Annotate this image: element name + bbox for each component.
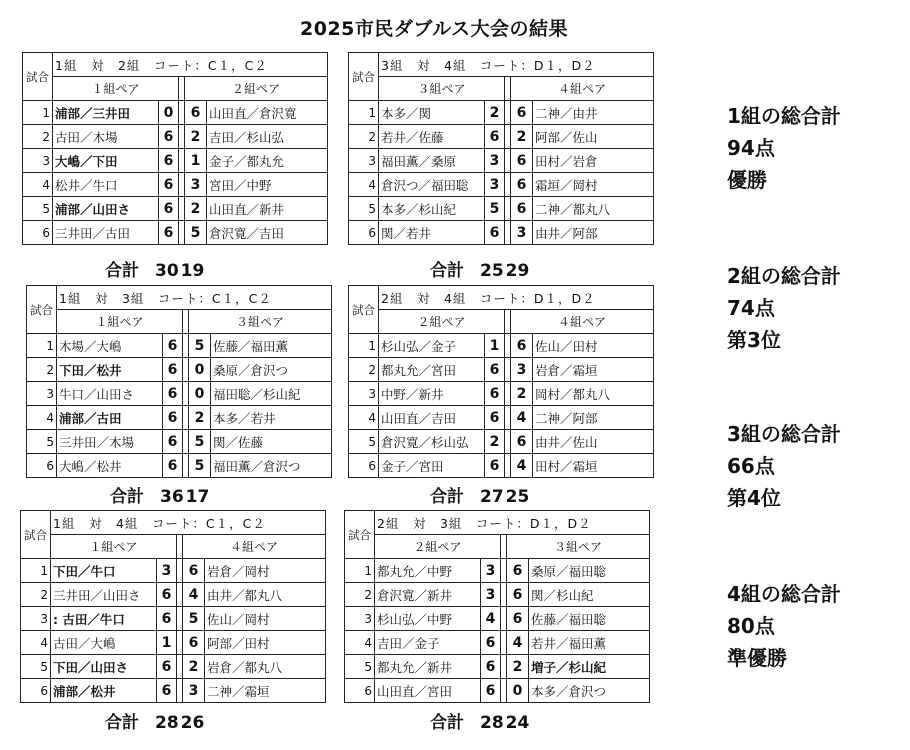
row-number: 5 bbox=[21, 655, 51, 679]
right-score: 3 bbox=[511, 358, 533, 382]
right-score: 0 bbox=[189, 358, 211, 382]
left-score: 6 bbox=[485, 406, 505, 430]
left-score: 6 bbox=[163, 382, 183, 406]
right-score: 6 bbox=[183, 631, 205, 655]
right-pair: 岡村／都丸八 bbox=[533, 382, 654, 406]
table-row bbox=[349, 430, 654, 454]
table-row bbox=[27, 358, 332, 382]
row-number: 6 bbox=[345, 679, 375, 703]
left-pair: 下田／牛口 bbox=[51, 559, 157, 583]
row-number: 6 bbox=[21, 679, 51, 703]
total-left: 25 bbox=[480, 261, 504, 281]
right-pair: 岩倉／岡村 bbox=[205, 559, 326, 583]
left-pair-label: ２組ペア bbox=[379, 310, 505, 334]
right-pair-label: ４組ペア bbox=[183, 535, 326, 559]
row-number: 5 bbox=[345, 655, 375, 679]
total-right: 17 bbox=[185, 487, 210, 507]
match-total bbox=[430, 256, 529, 281]
summary-heading: 1組の総合計 bbox=[727, 104, 841, 128]
left-score: 6 bbox=[163, 454, 183, 478]
right-score: 3 bbox=[185, 173, 207, 197]
right-score: 6 bbox=[183, 559, 205, 583]
table-row bbox=[23, 125, 328, 149]
table-row bbox=[349, 125, 654, 149]
right-pair: 福田薫／倉沢つ bbox=[211, 454, 332, 478]
right-score: 4 bbox=[511, 454, 533, 478]
page-title: 2025市民ダブルス大会の結果 bbox=[300, 18, 569, 40]
right-score: 6 bbox=[511, 334, 533, 358]
right-pair: 佐藤／福田薫 bbox=[211, 334, 332, 358]
row-number: 2 bbox=[23, 125, 53, 149]
table-row bbox=[21, 559, 326, 583]
right-score: 6 bbox=[511, 101, 533, 125]
match-total bbox=[105, 708, 204, 733]
row-number: 5 bbox=[349, 197, 379, 221]
left-pair: 倉沢つ／福田聡 bbox=[379, 173, 485, 197]
left-score: 3 bbox=[485, 173, 505, 197]
match-total bbox=[105, 256, 204, 281]
table-row bbox=[345, 631, 650, 655]
row-number: 6 bbox=[349, 454, 379, 478]
row-number: 3 bbox=[27, 382, 57, 406]
left-score: 6 bbox=[485, 125, 505, 149]
row-number: 5 bbox=[349, 430, 379, 454]
left-score: 6 bbox=[157, 679, 177, 703]
table-row bbox=[21, 631, 326, 655]
row-number: 4 bbox=[349, 173, 379, 197]
right-score: 4 bbox=[511, 406, 533, 430]
row-number: 2 bbox=[27, 358, 57, 382]
table-row bbox=[345, 607, 650, 631]
match-header: 1組 対 3組 コート：C１，C２ bbox=[57, 286, 332, 310]
right-pair: 本多／若井 bbox=[211, 406, 332, 430]
summary-points: 80点 bbox=[727, 614, 775, 638]
row-number: 4 bbox=[345, 631, 375, 655]
row-number: 6 bbox=[23, 221, 53, 245]
left-score: 6 bbox=[157, 583, 177, 607]
table-row bbox=[21, 607, 326, 631]
table-row bbox=[27, 382, 332, 406]
left-pair: 浦部／松井 bbox=[51, 679, 157, 703]
right-score: 4 bbox=[183, 583, 205, 607]
table-row bbox=[21, 583, 326, 607]
left-score: 6 bbox=[163, 430, 183, 454]
table-row bbox=[23, 173, 328, 197]
row-number: 3 bbox=[349, 149, 379, 173]
right-score: 6 bbox=[507, 583, 529, 607]
match-no-header: 試合 bbox=[345, 511, 375, 559]
right-score: 5 bbox=[189, 334, 211, 358]
row-number: 3 bbox=[21, 607, 51, 631]
left-pair: 牛口／山田さ bbox=[57, 382, 163, 406]
table-row bbox=[349, 382, 654, 406]
table-row bbox=[349, 406, 654, 430]
left-pair-label: １組ペア bbox=[57, 310, 183, 334]
left-score: 6 bbox=[163, 406, 183, 430]
match-total bbox=[430, 708, 529, 733]
left-score: 3 bbox=[485, 149, 505, 173]
left-score: 1 bbox=[157, 631, 177, 655]
left-pair-label: １組ペア bbox=[53, 77, 179, 101]
right-pair: 関／杉山紀 bbox=[529, 583, 650, 607]
table-row bbox=[349, 221, 654, 245]
left-pair: 杉山弘／金子 bbox=[379, 334, 485, 358]
right-score: 6 bbox=[511, 173, 533, 197]
right-score: 5 bbox=[183, 607, 205, 631]
right-pair-label: ４組ペア bbox=[511, 77, 654, 101]
summary-group-2 bbox=[727, 260, 841, 356]
left-pair: 倉沢寛／杉山弘 bbox=[379, 430, 485, 454]
right-pair: 山田直／新井 bbox=[207, 197, 328, 221]
left-pair: 三井田／古田 bbox=[53, 221, 159, 245]
left-pair: 浦部／古田 bbox=[57, 406, 163, 430]
right-pair-label: ２組ペア bbox=[185, 77, 328, 101]
left-pair: : 古田／牛口 bbox=[51, 607, 157, 631]
left-pair: 中野／新井 bbox=[379, 382, 485, 406]
match-table-block bbox=[348, 52, 653, 245]
left-pair: 都丸允／宮田 bbox=[379, 358, 485, 382]
match-table bbox=[20, 510, 326, 703]
left-score: 6 bbox=[163, 334, 183, 358]
right-pair: 霜垣／岡村 bbox=[533, 173, 654, 197]
right-score: 5 bbox=[189, 454, 211, 478]
total-left: 27 bbox=[480, 487, 504, 507]
left-pair: 山田直／吉田 bbox=[379, 406, 485, 430]
right-score: 2 bbox=[185, 125, 207, 149]
left-pair: 大嶋／松井 bbox=[57, 454, 163, 478]
left-pair: 三井田／山田さ bbox=[51, 583, 157, 607]
left-pair: 都丸允／新井 bbox=[375, 655, 481, 679]
summary-points: 74点 bbox=[727, 296, 775, 320]
match-table-block bbox=[348, 285, 653, 478]
right-pair: 増子／杉山紀 bbox=[529, 655, 650, 679]
row-number: 1 bbox=[23, 101, 53, 125]
right-score: 2 bbox=[511, 125, 533, 149]
left-pair: 古田／大嶋 bbox=[51, 631, 157, 655]
left-pair: 若井／佐藤 bbox=[379, 125, 485, 149]
left-pair: 山田直／宮田 bbox=[375, 679, 481, 703]
left-score: 6 bbox=[159, 173, 179, 197]
right-pair: 倉沢寛／吉田 bbox=[207, 221, 328, 245]
summary-group-3 bbox=[727, 418, 841, 514]
total-right: 25 bbox=[505, 487, 530, 507]
left-score: 6 bbox=[485, 382, 505, 406]
right-pair: 岩倉／都丸八 bbox=[205, 655, 326, 679]
left-pair-label: ２組ペア bbox=[375, 535, 501, 559]
right-pair: 田村／岩倉 bbox=[533, 149, 654, 173]
row-number: 1 bbox=[21, 559, 51, 583]
match-table-block bbox=[20, 510, 325, 703]
right-score: 0 bbox=[189, 382, 211, 406]
right-pair: 二神／都丸八 bbox=[533, 197, 654, 221]
total-label: 合計 bbox=[110, 487, 144, 507]
right-score: 6 bbox=[511, 197, 533, 221]
right-pair: 山田直／倉沢寛 bbox=[207, 101, 328, 125]
table-row bbox=[21, 655, 326, 679]
right-score: 6 bbox=[507, 607, 529, 631]
right-score: 6 bbox=[511, 430, 533, 454]
right-pair: 二神／阿部 bbox=[533, 406, 654, 430]
left-score: 6 bbox=[485, 221, 505, 245]
summary-rank: 準優勝 bbox=[727, 646, 787, 670]
table-row bbox=[345, 655, 650, 679]
right-pair: 田村／霜垣 bbox=[533, 454, 654, 478]
match-table bbox=[22, 52, 328, 245]
row-number: 1 bbox=[349, 334, 379, 358]
left-pair: 三井田／木場 bbox=[57, 430, 163, 454]
row-number: 2 bbox=[349, 358, 379, 382]
right-score: 1 bbox=[185, 149, 207, 173]
total-right: 24 bbox=[505, 713, 530, 733]
left-pair: 下田／山田さ bbox=[51, 655, 157, 679]
left-score: 5 bbox=[485, 197, 505, 221]
summary-rank: 第3位 bbox=[727, 328, 781, 352]
left-score: 6 bbox=[159, 125, 179, 149]
right-score: 6 bbox=[185, 101, 207, 125]
match-no-header: 試合 bbox=[349, 286, 379, 334]
match-no-header: 試合 bbox=[21, 511, 51, 559]
right-pair: 福田聡／杉山紀 bbox=[211, 382, 332, 406]
left-score: 0 bbox=[159, 101, 179, 125]
table-row bbox=[349, 173, 654, 197]
summary-heading: 3組の総合計 bbox=[727, 422, 841, 446]
match-header: 2組 対 3組 コート：D１，D２ bbox=[375, 511, 650, 535]
table-row bbox=[27, 430, 332, 454]
left-pair: 吉田／金子 bbox=[375, 631, 481, 655]
right-pair: 阿部／田村 bbox=[205, 631, 326, 655]
right-score: 2 bbox=[189, 406, 211, 430]
right-score: 5 bbox=[185, 221, 207, 245]
right-score: 2 bbox=[185, 197, 207, 221]
total-left: 36 bbox=[160, 487, 184, 507]
right-pair: 関／佐藤 bbox=[211, 430, 332, 454]
row-number: 4 bbox=[349, 406, 379, 430]
left-pair: 金子／宮田 bbox=[379, 454, 485, 478]
row-number: 6 bbox=[349, 221, 379, 245]
match-table-block bbox=[26, 285, 331, 478]
match-table-block bbox=[344, 510, 649, 703]
table-row bbox=[349, 149, 654, 173]
total-label: 合計 bbox=[430, 713, 464, 733]
total-left: 28 bbox=[480, 713, 504, 733]
right-score: 3 bbox=[183, 679, 205, 703]
right-pair: 二神／霜垣 bbox=[205, 679, 326, 703]
total-left: 30 bbox=[155, 261, 179, 281]
left-score: 4 bbox=[481, 607, 501, 631]
left-pair: 本多／杉山紀 bbox=[379, 197, 485, 221]
right-pair: 佐山／岡村 bbox=[205, 607, 326, 631]
table-row bbox=[23, 149, 328, 173]
left-score: 6 bbox=[157, 655, 177, 679]
right-pair: 佐山／田村 bbox=[533, 334, 654, 358]
total-right: 29 bbox=[505, 261, 530, 281]
table-row bbox=[27, 454, 332, 478]
match-no-header: 試合 bbox=[23, 53, 53, 101]
left-pair: 浦部／三井田 bbox=[53, 101, 159, 125]
left-pair: 浦部／山田さ bbox=[53, 197, 159, 221]
right-pair: 宮田／中野 bbox=[207, 173, 328, 197]
row-number: 2 bbox=[21, 583, 51, 607]
match-total bbox=[110, 482, 209, 507]
total-left: 28 bbox=[155, 713, 179, 733]
left-score: 6 bbox=[157, 607, 177, 631]
total-label: 合計 bbox=[430, 487, 464, 507]
right-pair: 由井／都丸八 bbox=[205, 583, 326, 607]
left-score: 3 bbox=[481, 559, 501, 583]
right-pair: 桑原／倉沢つ bbox=[211, 358, 332, 382]
summary-points: 66点 bbox=[727, 454, 775, 478]
left-pair: 杉山弘／中野 bbox=[375, 607, 481, 631]
summary-heading: 2組の総合計 bbox=[727, 264, 841, 288]
left-pair: 古田／木場 bbox=[53, 125, 159, 149]
left-score: 6 bbox=[159, 221, 179, 245]
left-score: 1 bbox=[485, 334, 505, 358]
match-no-header: 試合 bbox=[27, 286, 57, 334]
table-row bbox=[349, 101, 654, 125]
row-number: 6 bbox=[27, 454, 57, 478]
left-score: 6 bbox=[481, 679, 501, 703]
right-score: 2 bbox=[183, 655, 205, 679]
left-score: 6 bbox=[159, 197, 179, 221]
table-row bbox=[349, 334, 654, 358]
left-score: 3 bbox=[157, 559, 177, 583]
table-row bbox=[27, 406, 332, 430]
left-pair: 木場／大嶋 bbox=[57, 334, 163, 358]
match-header: 2組 対 4組 コート：D１，D２ bbox=[379, 286, 654, 310]
right-pair: 阿部／佐山 bbox=[533, 125, 654, 149]
left-pair: 福田薫／桑原 bbox=[379, 149, 485, 173]
match-header: 3組 対 4組 コート：D１，D２ bbox=[379, 53, 654, 77]
table-row bbox=[23, 101, 328, 125]
total-label: 合計 bbox=[105, 261, 139, 281]
table-row bbox=[349, 197, 654, 221]
left-score: 6 bbox=[163, 358, 183, 382]
match-no-header: 試合 bbox=[349, 53, 379, 101]
summary-group-1 bbox=[727, 100, 841, 196]
row-number: 1 bbox=[345, 559, 375, 583]
right-pair-label: ３組ペア bbox=[507, 535, 650, 559]
summary-group-4 bbox=[727, 578, 841, 674]
total-right: 26 bbox=[180, 713, 205, 733]
left-score: 6 bbox=[485, 454, 505, 478]
left-score: 3 bbox=[481, 583, 501, 607]
left-pair: 松井／牛口 bbox=[53, 173, 159, 197]
table-row bbox=[345, 583, 650, 607]
row-number: 3 bbox=[349, 382, 379, 406]
match-table bbox=[348, 52, 654, 245]
row-number: 3 bbox=[23, 149, 53, 173]
right-pair: 佐藤／福田聡 bbox=[529, 607, 650, 631]
right-pair: 若井／福田薫 bbox=[529, 631, 650, 655]
left-pair: 本多／関 bbox=[379, 101, 485, 125]
table-row bbox=[349, 454, 654, 478]
left-score: 6 bbox=[159, 149, 179, 173]
total-label: 合計 bbox=[105, 713, 139, 733]
right-pair: 桑原／福田聡 bbox=[529, 559, 650, 583]
right-pair-label: ４組ペア bbox=[511, 310, 654, 334]
row-number: 5 bbox=[23, 197, 53, 221]
row-number: 2 bbox=[345, 583, 375, 607]
row-number: 3 bbox=[345, 607, 375, 631]
match-table bbox=[26, 285, 332, 478]
left-score: 6 bbox=[485, 358, 505, 382]
left-pair: 関／若井 bbox=[379, 221, 485, 245]
row-number: 1 bbox=[27, 334, 57, 358]
left-pair: 倉沢寛／新井 bbox=[375, 583, 481, 607]
table-row bbox=[23, 221, 328, 245]
right-score: 2 bbox=[511, 382, 533, 406]
row-number: 4 bbox=[27, 406, 57, 430]
right-pair: 本多／倉沢つ bbox=[529, 679, 650, 703]
left-score: 6 bbox=[481, 631, 501, 655]
match-header: 1組 対 4組 コート：C１，C２ bbox=[51, 511, 326, 535]
table-row bbox=[345, 559, 650, 583]
row-number: 4 bbox=[23, 173, 53, 197]
right-pair: 由井／佐山 bbox=[533, 430, 654, 454]
match-table bbox=[348, 285, 654, 478]
table-row bbox=[349, 358, 654, 382]
match-total bbox=[430, 482, 529, 507]
left-pair: 都丸允／中野 bbox=[375, 559, 481, 583]
total-right: 19 bbox=[180, 261, 205, 281]
right-score: 5 bbox=[189, 430, 211, 454]
right-score: 0 bbox=[507, 679, 529, 703]
right-score: 6 bbox=[507, 559, 529, 583]
summary-rank: 優勝 bbox=[727, 168, 767, 192]
right-pair: 二神／由井 bbox=[533, 101, 654, 125]
total-label: 合計 bbox=[430, 261, 464, 281]
row-number: 2 bbox=[349, 125, 379, 149]
right-score: 3 bbox=[511, 221, 533, 245]
summary-points: 94点 bbox=[727, 136, 775, 160]
right-score: 4 bbox=[507, 631, 529, 655]
right-pair: 岩倉／霜垣 bbox=[533, 358, 654, 382]
row-number: 4 bbox=[21, 631, 51, 655]
table-row bbox=[345, 679, 650, 703]
right-pair-label: ３組ペア bbox=[189, 310, 332, 334]
right-score: 2 bbox=[507, 655, 529, 679]
right-score: 6 bbox=[511, 149, 533, 173]
left-pair: 大嶋／下田 bbox=[53, 149, 159, 173]
match-table-block bbox=[22, 52, 327, 245]
row-number: 1 bbox=[349, 101, 379, 125]
left-score: 2 bbox=[485, 101, 505, 125]
summary-rank: 第4位 bbox=[727, 486, 781, 510]
left-score: 6 bbox=[481, 655, 501, 679]
right-pair: 吉田／杉山弘 bbox=[207, 125, 328, 149]
right-pair: 金子／都丸允 bbox=[207, 149, 328, 173]
table-row bbox=[23, 197, 328, 221]
table-row bbox=[21, 679, 326, 703]
left-pair-label: １組ペア bbox=[51, 535, 177, 559]
right-pair: 由井／阿部 bbox=[533, 221, 654, 245]
left-pair-label: ３組ペア bbox=[379, 77, 505, 101]
match-header: 1組 対 2組 コート：C１，C２ bbox=[53, 53, 328, 77]
left-score: 2 bbox=[485, 430, 505, 454]
table-row bbox=[27, 334, 332, 358]
summary-heading: 4組の総合計 bbox=[727, 582, 841, 606]
row-number: 5 bbox=[27, 430, 57, 454]
match-table bbox=[344, 510, 650, 703]
left-pair: 下田／松井 bbox=[57, 358, 163, 382]
